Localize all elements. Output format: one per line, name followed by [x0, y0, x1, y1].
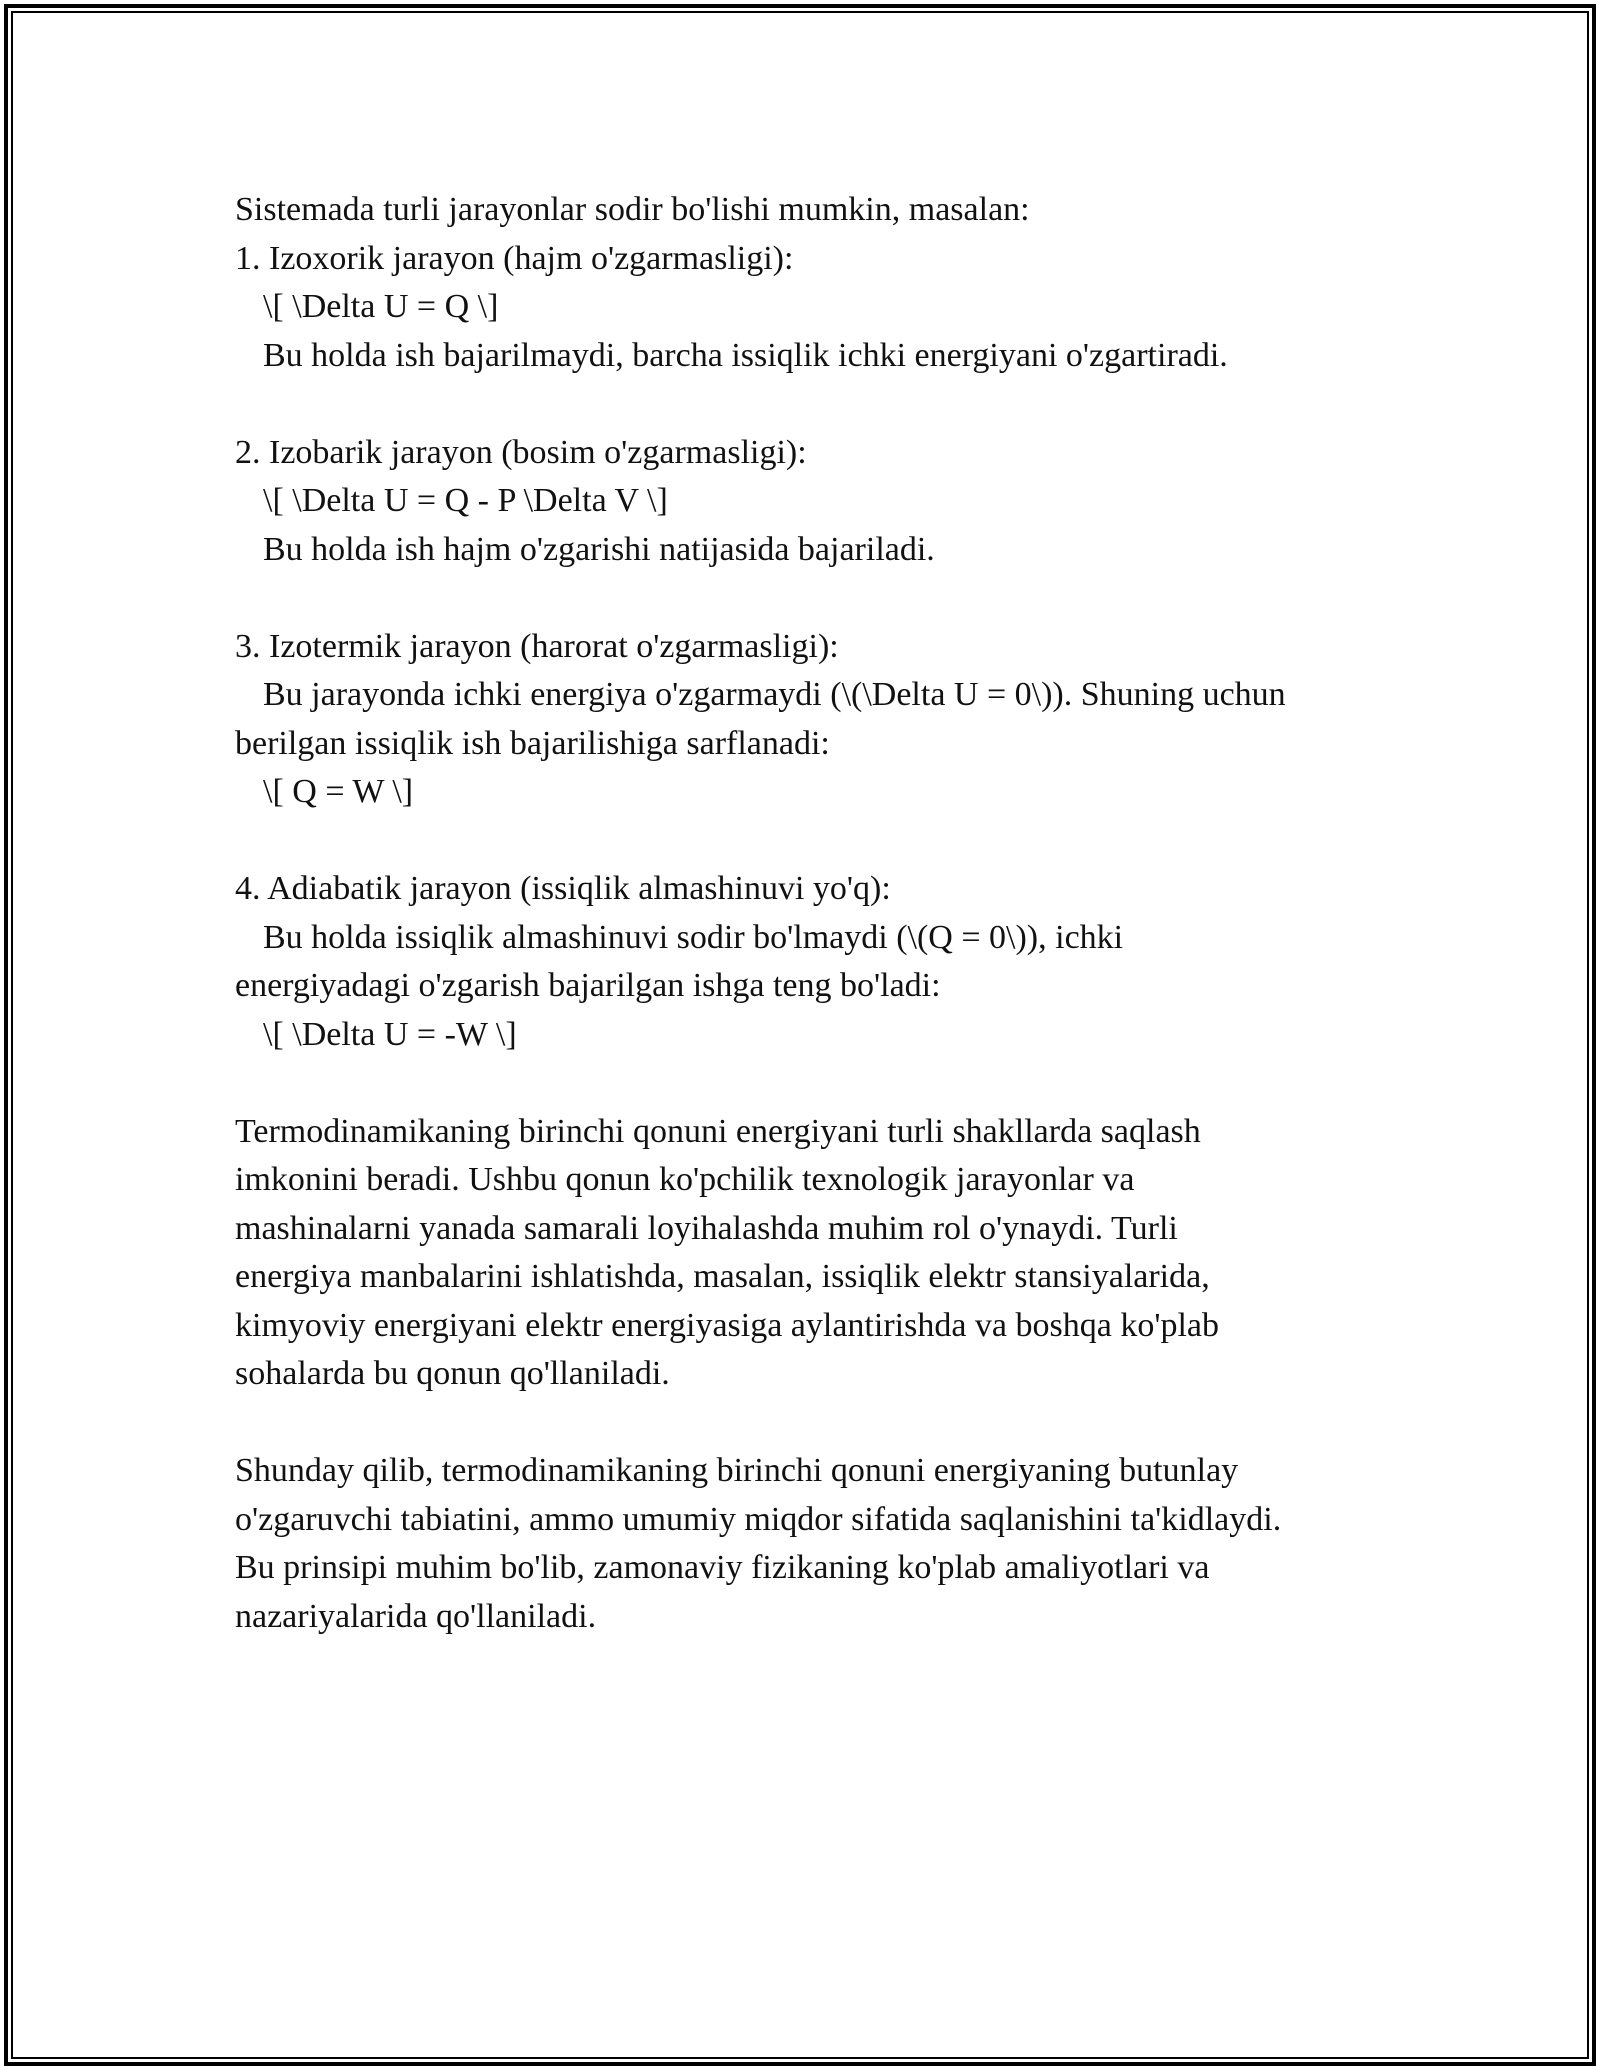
paragraph-2-line: Shunday qilib, termodinamikaning birinchi qonuni energiyaning butunlay	[235, 1452, 1239, 1489]
spacer	[235, 817, 1385, 866]
item-1-heading: 1. Izoxorik jarayon (hajm o'zgarmasligi):	[235, 239, 794, 277]
document-body	[235, 186, 1385, 1641]
item-2-text: Bu holda ish hajm o'zgarishi natijasida bajariladi.	[263, 530, 935, 568]
paragraph-1-line: sohalarda bu qonun qo'llaniladi.	[235, 1355, 670, 1392]
spacer	[235, 1059, 1385, 1108]
paragraph-1-line: Termodinamikaning birinchi qonuni energiyani turli shakllarda saqlash	[235, 1112, 1201, 1150]
item-4-text-line-1: Bu holda issiqlik almashinuvi sodir bo'lmaydi (\(Q = 0\)), ichki	[263, 918, 1124, 956]
paragraph-2-line: o'zgaruvchi tabiatini, ammo umumiy miqdor sifatida saqlanishini ta'kidlaydi.	[235, 1500, 1282, 1538]
paragraph-1-line: imkonini beradi. Ushbu qonun ko'pchilik texnologik jarayonlar va	[235, 1161, 1135, 1198]
spacer	[235, 380, 1385, 429]
item-3-formula: \[ Q = W \]	[263, 773, 414, 810]
item-2-heading: 2. Izobarik jarayon (bosim o'zgarmasligi):	[235, 433, 807, 471]
paragraph-1-line: energiya manbalarini ishlatishda, masalan, issiqlik elektr stansiyalarida,	[235, 1258, 1210, 1295]
item-3-text-line-2: berilgan issiqlik ish bajarilishiga sarflanadi:	[235, 724, 830, 762]
item-3-text-line-1: Bu jarayonda ichki energiya o'zgarmaydi (\(\Delta U = 0\)). Shuning uchun	[263, 676, 1286, 713]
paragraph-2-line: nazariyalarida qo'llaniladi.	[235, 1597, 597, 1635]
item-2-formula: \[ \Delta U = Q - P \Delta V \]	[263, 482, 668, 519]
spacer	[235, 1399, 1385, 1448]
paragraph-1-line: kimyoviy energiyani elektr energiyasiga aylantirishda va boshqa ko'plab	[235, 1306, 1219, 1344]
item-1-formula: \[ \Delta U = Q \]	[263, 288, 499, 325]
item-4-heading: 4. Adiabatik jarayon (issiqlik almashinuvi yo'q):	[235, 870, 891, 907]
intro-line: Sistemada turli jarayonlar sodir bo'lishi mumkin, masalan:	[235, 191, 1030, 228]
paragraph-2-line: Bu prinsipi muhim bo'lib, zamonaviy fizikaning ko'plab amaliyotlari va	[235, 1549, 1210, 1586]
item-1-text: Bu holda ish bajarilmaydi, barcha issiqlik ichki energiyani o'zgartiradi.	[263, 336, 1228, 374]
item-3-heading: 3. Izotermik jarayon (harorat o'zgarmasligi):	[235, 627, 839, 665]
spacer	[235, 574, 1385, 623]
paragraph-1-line: mashinalarni yanada samarali loyihalashda muhim rol o'ynaydi. Turli	[235, 1209, 1178, 1247]
item-4-formula: \[ \Delta U = -W \]	[263, 1015, 517, 1053]
item-4-text-line-2: energiyadagi o'zgarish bajarilgan ishga teng bo'ladi:	[235, 967, 941, 1004]
